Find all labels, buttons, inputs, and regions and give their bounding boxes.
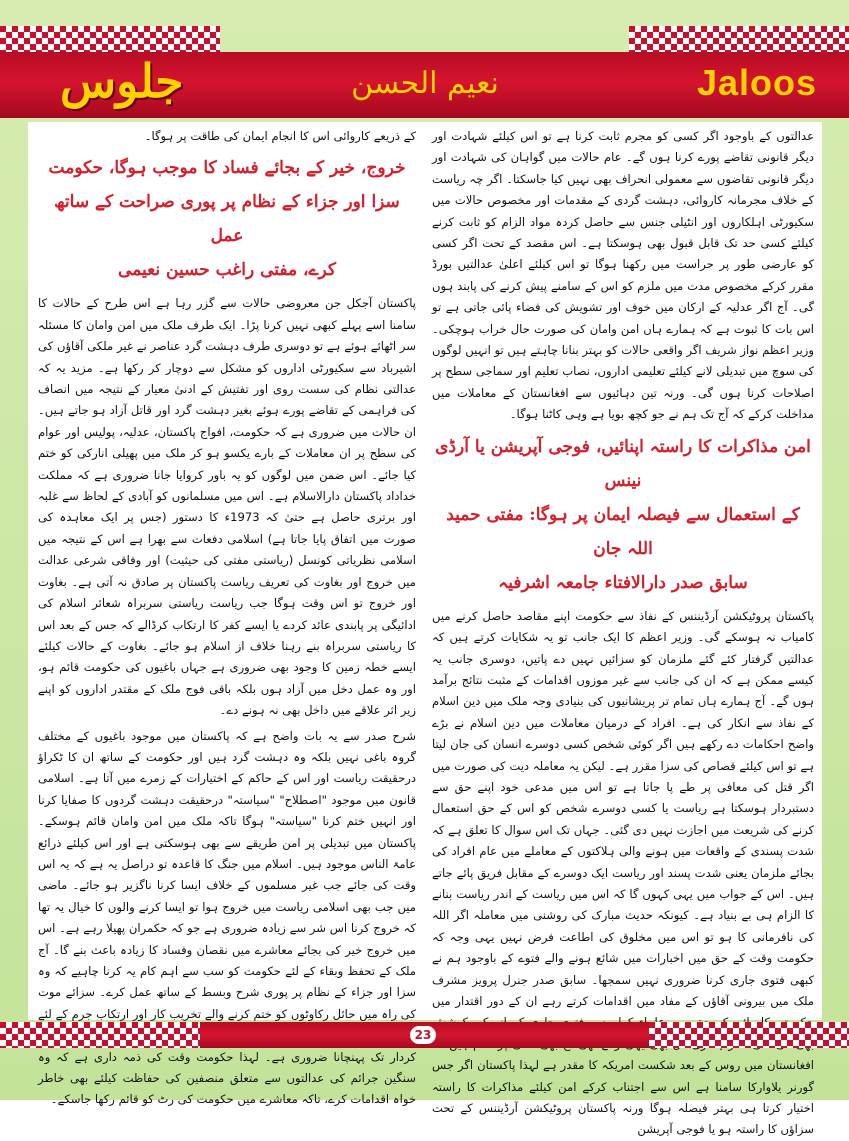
headline-line: سابق صدر دارالافتاء جامعہ اشرفیہ (498, 572, 748, 593)
checker-pattern-bottom-right (649, 1022, 849, 1048)
paragraph: کے ذریعے کاروائی اس کا انجام ایمان کی طاقت پر ہوگا۔ (144, 129, 416, 143)
checker-pattern-top-right (629, 26, 849, 52)
author-name: نعیم الحسن (351, 66, 499, 101)
paragraph: پاکستان آجکل جن معروضی حالات سے گزر رہا ہے اس طرح کے حالات کا سامنا اسے پہلے کبھی نہیں کرنا پڑا۔ ایک طرف ملک میں امن وامان کا مسئلہ سر اٹھائے ہوئے ہے تو دوسری طرف دہشت گرد عناصر نے غیر ملکی آقاؤں کی اشیرباد سے سکیورٹی اداروں کو مشکل سے دوچار کر رکھا ہے۔ مزید یہ کہ عدالتی نظام کی سست روی اور تفتیش کے ادنیٰ معیار کے نتیجہ میں انصاف کی فراہمی کے تقاضے پورے ہوئے بغیر دہشت گرد اور قاتل آزاد ہو جاتے ہیں۔ ان حالات میں ضروری ہے کہ حکومت، افواج پاکستان، عدلیہ، پولیس اور عوام کی سطح پر ان معاملات کے بارے یکسو ہو کر ملک میں پھیلی انارکی کو ختم کیا جائے۔ اس ضمن میں لوگوں کو یہ باور کروایا جانا ضروری ہے کہ مملکت خداداد پاکستان دارالاسلام ہے۔ اس میں مسلمانوں کو آبادی کے لحاظ سے غلبہ اور برتری حاصل ہے حتیٰ کہ 1973ء کا دستور (جس پر ایک معاہدہ کی صورت میں اتفاق پایا جاتا ہے) اسلامی دفعات سے بھرا ہے اس کے نتیجہ میں اسلامی نظریاتی کونسل (ریاستی مفتی کی حیثیت) اور وفاقی شرعی عدالت میں خروج اور بغاوت کی تعریف ریاست پاکستان پر صادق نہ آتی ہے۔ بغاوت اور خروج تو اس وقت ہوگا جب ریاست ریاستی سربراہ شعائر اسلام کی ادائیگی پر پابندی عائد کردے یا ایسے کفر کا ارتکاب کرڈالے کہ جس کے بعد اس کا ریاستی سربراہ بنے رہنا خلاف از اسلام ہو جائے۔ بغاوت کے حالات کیلئے ایسے خطہ زمین کا وجود بھی ضروری ہے جہاں باغیوں کی حکومت قائم ہو، اور وہ عمل دخل میں آزاد ہوں بلکہ باقی فوج ملک کے مقتدر اداروں کو اپنے زیر اثر علاقے میں داخل بھی نہ ہونے دے۔ (38, 296, 416, 718)
headline-line: کے استعمال سے فیصلہ ایمان پر ہوگا: مفتی حمید اللہ جان (446, 504, 800, 559)
headline-line: سزا اور جزاء کے نظام پر پوری صراحت کے ساتھ عمل (54, 192, 400, 247)
article-column-right (432, 126, 814, 1137)
headline-line: امن مذاکرات کا راستہ اپنائیں، فوجی آپریشن یا آرڈی نینس (435, 436, 811, 491)
headline-mufti-hamidullah (432, 430, 814, 600)
paragraph: عدالتوں کے باوجود اگر کسی کو مجرم ثابت کرنا ہے تو اس کیلئے شہادت اور دیگر قانونی تقاضے پورے کرنا ہوں گے۔ عام حالات میں گواہان کی شہادت اور دیگر قانونی تقاضوں سے معمولی انحراف بھی نہیں کیا جاسکتا۔ اگر چہ ریاست کے خلاف مجرمانہ کاروائی، دہشت گردی کے مقدمات اور مخصوص حالات میں سکیورٹی اہلکاروں اور انٹیلی جنس سے حاصل کردہ مواد الزام کو ثابت کرنے کیلئے کسی حد تک قابل قبول بھی ہوسکتا ہے۔ اس مقصد کے تحت اگر کسی کو عارضی طور پر حراست میں رکھنا ہوگا تو اس کیلئے اعلیٰ عدالتیں بورڈ مقرر کرکے مخصوص مدت میں ملزم کو اس کے سامنے پیش کرنے کی پابند ہوں گی۔ آج اگر عدلیہ کے ارکان میں خوف اور تشویش کی فضاء پائی جاتی ہے تو اس بات کا ثبوت ہے کہ ہمارے ہاں امن وامان کی صورت حال خراب ہوچکی۔ وزیر اعظم نواز شریف اگر واقعی حالات کو بہتر بنانا چاہتے ہیں تو انہیں لوگوں کی سوچ میں تبدیلی لانے کیلئے تعلیمی اداروں، نصاب تعلیم اور سماجی سطح پر اصلاحات کرنا ہوں گی۔ ورنہ تین دہائیوں سے افغانستان کے معاملات میں مداخلت کرکے کہ آج تک ہم نے جو کچھ بویا ہے وہی کاٹنا ہوگا۔ (432, 129, 814, 422)
headline-line: خروج، خیر کے بجائے فساد کا موجب ہوگا، حکومت (48, 158, 406, 179)
checker-pattern-bottom-left (0, 1022, 200, 1048)
logo-english: Jaloos (696, 62, 817, 103)
headline-mufti-raghib (38, 151, 416, 287)
checker-pattern-top-left (0, 26, 220, 52)
article-column-left (38, 126, 416, 1107)
paragraph: شرح صدر سے یہ بات واضح ہے کہ پاکستان میں موجود باغیوں کے مختلف گروہ باغی نہیں بلکہ وہ دہشت گرد ہیں اور حکومت کے ساتھ ان کا ٹکراؤ درحقیقت ریاست اور اس کے حاکم کے اختیارات کے زمرے میں آتا ہے۔ اسلامی قانون میں موجود "اصطلاح" "سیاستہ" درحقیقت دہشت گردوں کا صفایا کرنا اور انہیں ختم کرنا "سیاستہ" ہوگا تاکہ ملک میں امن وامان قائم ہوسکے۔ پاکستان میں تبدیلی پر امن طریقے سے بھی ہوسکتی ہے اور اس کیلئے ذرائع عامۃ الناس موجود ہیں۔ اسلام میں جنگ کا قاعدہ تو دراصل یہ ہے کہ یہ اس وقت کی جائے جب غیر مسلموں کے خلاف ایسا کرنا ناگزیر ہو جائے۔ ماضی میں جب بھی اسلامی ریاست میں خروج ہوا تو ایسا کرنے والوں کا خیال یہ تھا کہ خروج کرنا اس شر سے زیادہ ضروری ہے جو کہ حکمران پھیلا رہے ہے۔ اس میں خروج خیر کی بجائے معاشرے میں نقصان وفساد کا زیادہ باعث بنے گا۔ آج ملک کے تحفظ وبقاء کے لئے حکومت کو سب سے اہم کام یہ کرنا چاہیے کہ وہ سزا اور جزاء کے نظام پر پوری شرح وبسط کے ساتھ عمل کرے۔ سزائے موت کی راہ میں حائل رکاوٹوں کو ختم کرنے والے تخریب کار اور ارتکاب جرم کے لئے کردار تک پہنچانا ضروری ہے۔ لہذا حکومت وقت کی ذمہ داری ہے کہ وہ سنگین جرائم کی عدالتوں سے متعلق منصفین کی حفاظت کیلئے بھی خاطر خواہ اقدامات کرے، تاکہ معاشرے میں حکومت کی رٹ کو قائم رکھا جاسکے۔ (38, 728, 416, 1107)
logo-urdu: جلوس (60, 54, 184, 108)
paragraph: پاکستان پروٹیکشن آرڈیننس کے نفاذ سے حکومت اپنے مقاصد حاصل کرنے میں کامیاب نہ ہوسکے گی۔ وزیر اعظم کا ایک جانب تو یہ شکایات کرتے ہیں کہ عدالتیں گرفتار کئے گئے ملزمان کو سزائیں نہیں دے پاتیں، دوسری جانب یہ کیسے ممکن ہے کہ ان کی جانب سے غیر موزوں اقدامات کے مثبت نتائج برآمد ہوں گے۔ آج ہمارے ہاں تمام تر پریشانیوں کی بنیادی وجہ ملک میں دین اسلام کے نفاذ سے انکار کی ہے۔ افراد کے درمیان معاملات میں دین اسلام نے بڑے واضح احکامات دے رکھے ہیں اگر کوئی شخص کسی دوسرے انسان کی جان لیتا ہے تو اس کیلئے قصاص کی سزا مقرر ہے۔ لیکن یہ معاملہ دیت کی صورت میں اگر قتل کی معافی پر طے پا جاتا ہے تو اس میں مدعی خود اپنے حق سے دستبردار ہوسکتا ہے ریاست یا کسی دوسرے شخص کو اس کے حق استعمال کرنے کی شریعت میں اجازت نہیں دی گئی۔ جہاں تک اس سوال کا تعلق ہے کہ شدت پسندی کے واقعات میں ہونے والی ہلاکتوں کے معاملے میں عام افراد کی بجائے ملزمان یعنی شدت پسند اور ریاست ایک دوسرے کے مقابل فریق پائے جاتے ہیں۔ اس کے جواب میں یہی کہوں گا کہ اس میں ریاست کے اندر ریاست بنانے کا الزام ہی بے بنیاد ہے۔ کیونکہ حدیث مبارک کی روشنی میں معاملہ اگر اللہ کی نافرمانی کا ہو تو اس میں مخلوق کی اطاعت فرض نہیں یہی وجہ کہ حکومت وقت کے حق میں اخبارات میں شائع ہونے والے فتوے کے باوجود ہم نے کبھی فتوی جاری کرنا ضروری نہیں سمجھا۔ سابق صدر جنرل پرویز مشرف ملک میں بیرونی آقاؤں کے مفاد میں اقدامات کرتے رہے ان کے دور اقتدار میں افغانستان میں روس کے بعد شکست امریکہ کا مقدر ہے لہذا پاکستان اگر جس گورنر یلاوارکا سامنا ہے اس سے اجتناب کرکے امن کیلئے مذاکرات کا راستہ اختیار کرتا ہی بہتر فیصلہ ہوگا ورنہ پاکستان پروٹیکشن آرڈیننس کے تحت سزاؤں کا راستہ ہو یا فوجی آپریشن (432, 608, 814, 1137)
headline-line: کرے، مفتی راغب حسین نعیمی (118, 260, 336, 281)
page-number: 23 (410, 1026, 436, 1044)
